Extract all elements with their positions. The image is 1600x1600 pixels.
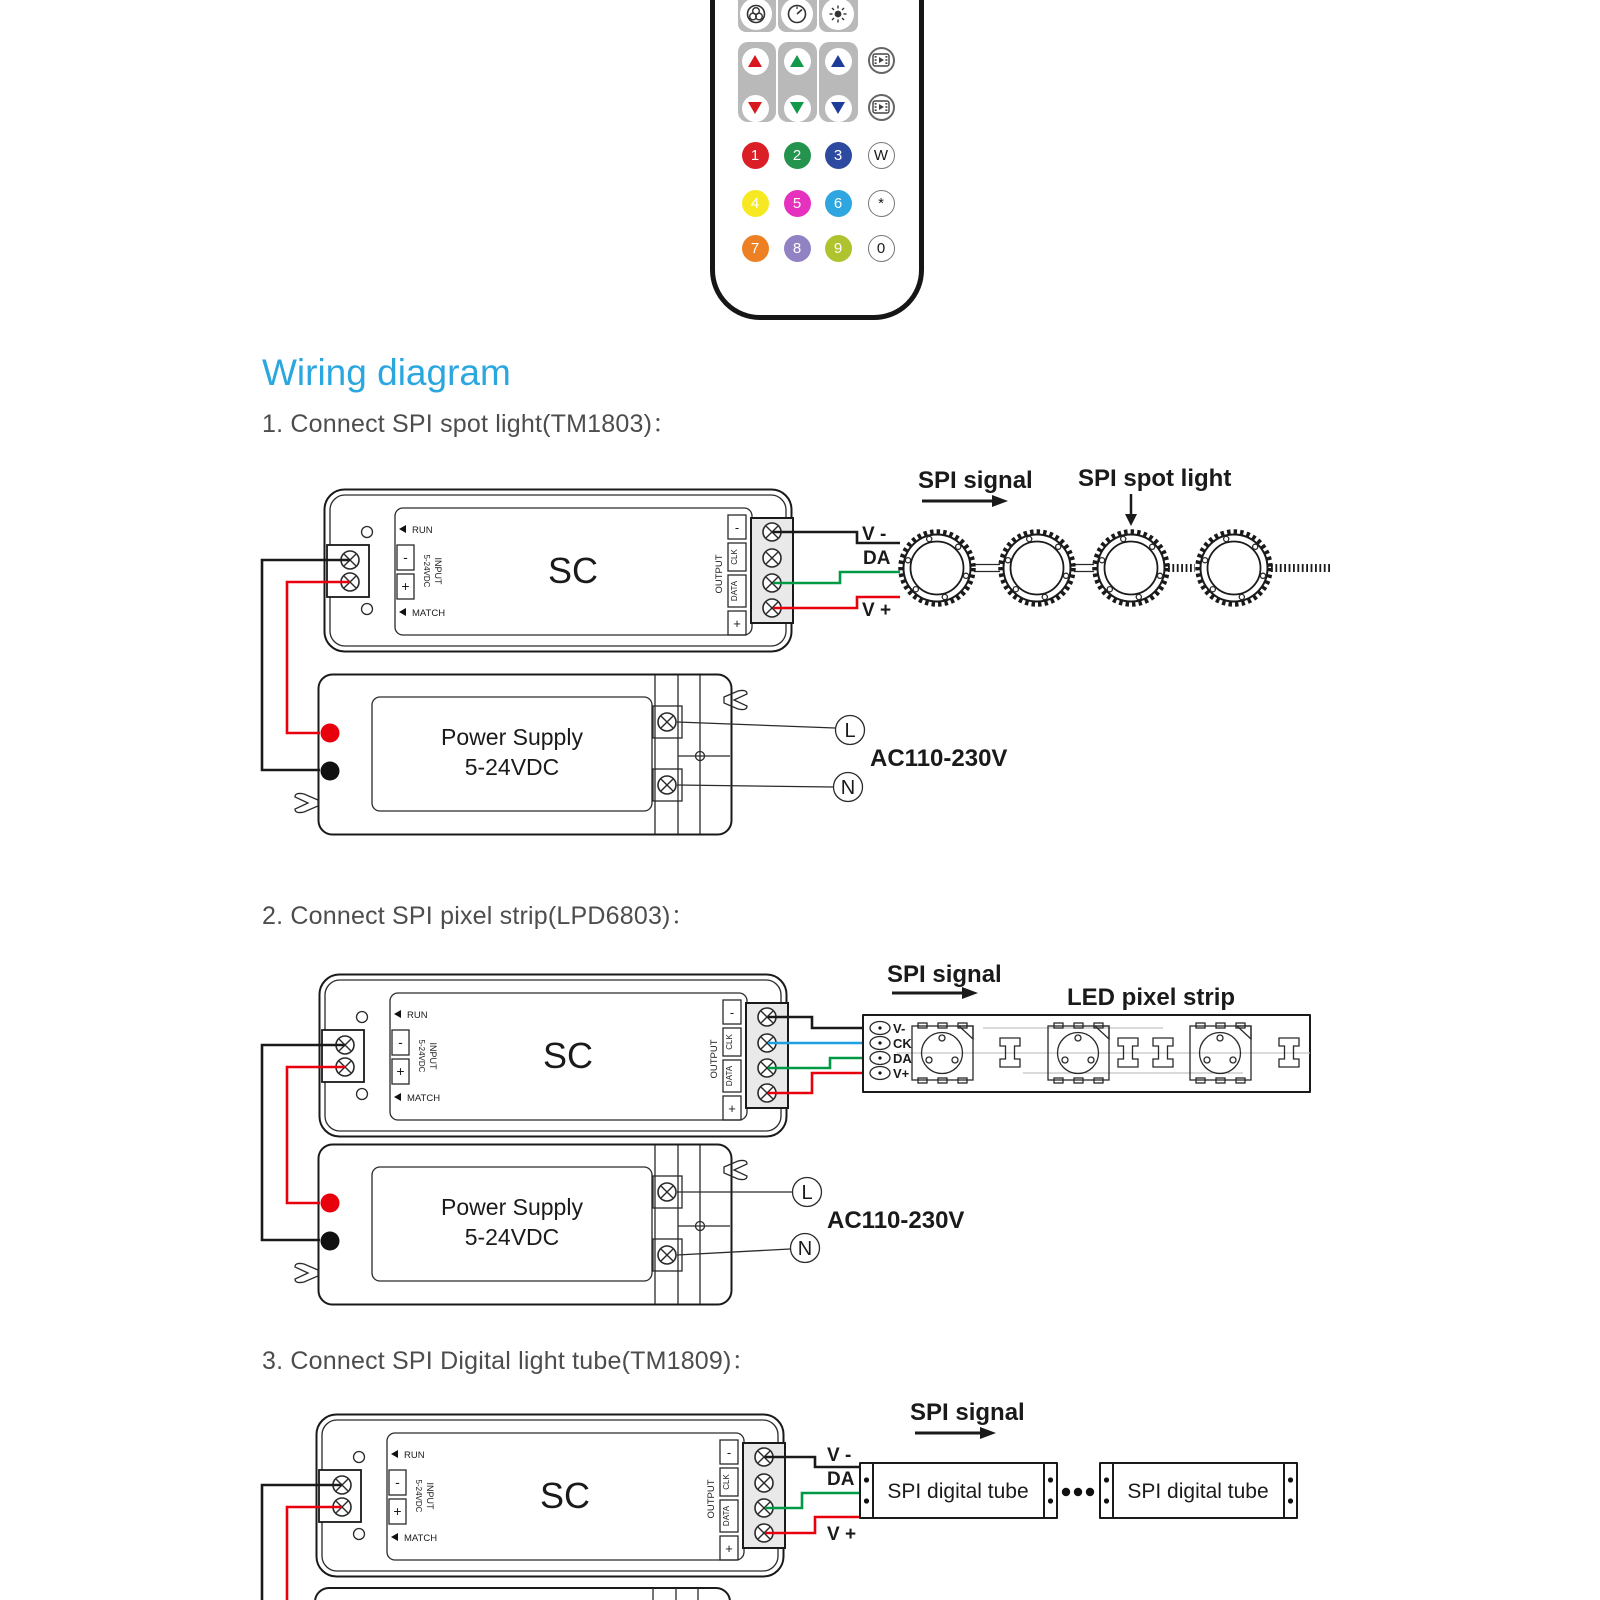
section-2-diagram (250, 930, 1360, 1320)
number-button-4: 4 (742, 190, 769, 217)
spi-digital-tube (1100, 1463, 1297, 1518)
v-plus-label: V + (862, 600, 892, 621)
ac-rating-label: AC110-230V (870, 745, 1008, 772)
data-label: DA (863, 548, 891, 569)
film-play-icon (872, 100, 890, 114)
sc-controller (325, 490, 794, 652)
red-up-button (742, 48, 769, 75)
section-1-heading: 1. Connect SPI spot light(TM1803)： (262, 410, 678, 438)
green-down-button (784, 95, 811, 122)
spi-spot-light (1001, 532, 1073, 604)
green-up-button (784, 48, 811, 75)
power-supply-partial (315, 1588, 730, 1600)
pad-v-minus-label: V- (893, 1021, 906, 1036)
number-button-8: 8 (784, 235, 811, 262)
brightness-icon (827, 3, 849, 25)
down-arrow-icon (790, 102, 804, 114)
remote-control (710, 0, 924, 320)
spi-digital-tube (860, 1463, 1057, 1518)
section-2-heading: 2. Connect SPI pixel strip(LPD6803)： (262, 902, 696, 930)
down-arrow-icon (831, 102, 845, 114)
device-label: SPI spot light (1078, 465, 1232, 492)
strip-pads (870, 1022, 890, 1080)
number-button-2: 2 (784, 142, 811, 169)
number-button-7: 7 (742, 235, 769, 262)
pad-ck-label: CK (893, 1036, 912, 1051)
pad-v-plus-label: V+ (893, 1066, 910, 1081)
spi-spot-light (901, 532, 973, 604)
film-play-icon (872, 53, 890, 67)
sc-controller (317, 1415, 786, 1577)
down-arrow-icon (748, 102, 762, 114)
up-arrow-icon (831, 55, 845, 67)
wire-neutral (677, 1249, 790, 1255)
spi-signal-label: SPI signal (918, 467, 1033, 494)
blue-up-button (825, 48, 852, 75)
spi-signal-label: SPI signal (910, 1399, 1025, 1426)
device-pointer-arrow-icon (1125, 494, 1137, 526)
wire-dc-plus (287, 1067, 345, 1203)
mode-down-button (868, 94, 895, 121)
star-button: * (868, 190, 895, 217)
spi-signal-arrow-icon (922, 495, 1008, 507)
ac-rating-label: AC110-230V (827, 1207, 965, 1234)
number-button-9: 9 (825, 235, 852, 262)
number-button-0: 0 (868, 235, 895, 262)
pad-da-label: DA (893, 1051, 912, 1066)
spot-light-chain (901, 532, 1330, 604)
blue-down-button (825, 95, 852, 122)
white-button: W (868, 142, 895, 169)
section-3-diagram (250, 1380, 1360, 1600)
ellipsis-dots (1062, 1488, 1094, 1496)
number-button-6: 6 (825, 190, 852, 217)
up-arrow-icon (748, 55, 762, 67)
led-pixel-strip (863, 1015, 1310, 1092)
neutral-label: N (840, 777, 856, 799)
sc-controller (320, 975, 789, 1137)
red-down-button (742, 95, 769, 122)
spi-spot-light (1198, 532, 1270, 604)
spi-signal-arrow-icon (892, 987, 978, 999)
mode-up-button (868, 47, 895, 74)
manual-page: RUN MATCH - + 5-24VDC INPUT SC OUTPUT - CLK DATA + Power Supply 5-24VDC SPI digital tube 1 2 3 W 4 5 6 * 7 8 9 0 Wiring diagram 1. Connect SPI spot light(TM1803)： 2. Connect SPI pixel strip(LPD6803)： 3. Connect SPI Digital light tube(TM1809)： L N AC110-230V V - DA V + SPI signal SPI spot light L N AC110-230V SPI signal LED pixel strip V- CK DA V+ V - DA V + SPI signal (0, 0, 1600, 1600)
up-arrow-icon (790, 55, 804, 67)
section-3-heading: 3. Connect SPI Digital light tube(TM1809)： (262, 1347, 757, 1375)
wire-live (677, 722, 835, 728)
spi-signal-label: SPI signal (887, 961, 1002, 988)
number-button-3: 3 (825, 142, 852, 169)
v-minus-label: V - (862, 524, 887, 545)
v-plus-label: V + (827, 1524, 857, 1545)
speed-gauge-icon (786, 3, 808, 25)
section-1-diagram (250, 440, 1360, 850)
device-label: LED pixel strip (1067, 984, 1236, 1011)
data-label: DA (827, 1469, 855, 1490)
neutral-label: N (797, 1238, 813, 1260)
power-supply (295, 1145, 747, 1305)
spi-signal-arrow-icon (915, 1427, 996, 1439)
live-label: L (801, 1182, 813, 1204)
page-title: Wiring diagram (262, 352, 511, 393)
power-supply (295, 675, 747, 835)
spi-spot-light (1095, 532, 1167, 604)
color-wheel-icon (745, 3, 767, 25)
number-button-1: 1 (742, 142, 769, 169)
live-label: L (844, 720, 856, 742)
number-button-5: 5 (784, 190, 811, 217)
v-minus-label: V - (827, 1445, 852, 1466)
